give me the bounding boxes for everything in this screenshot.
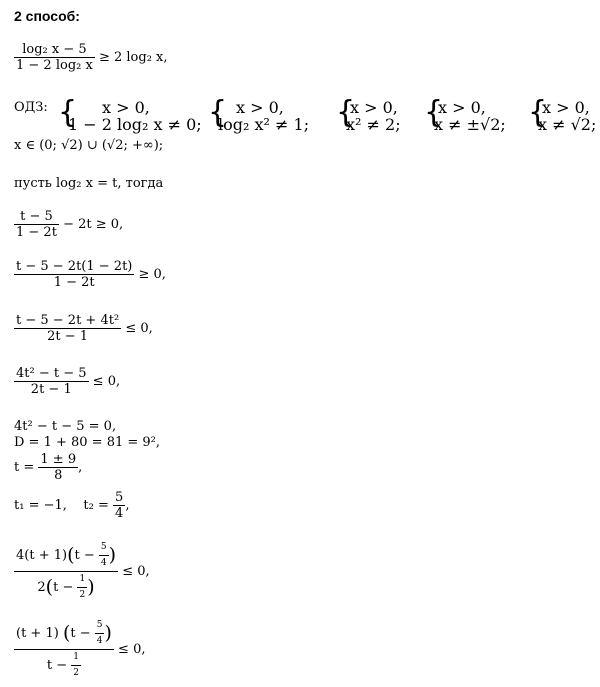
odz-label: ОДЗ: (14, 100, 48, 115)
odz-system-3: { x > 0, x² ≠ 2; (336, 95, 401, 134)
discriminant: D = 1 + 80 = 81 = 9², (14, 435, 161, 450)
factored-form-1: 4(t + 1)(t − $\frac{5}{4}$ ) 2(t − $\frac{1}{2}$ ) ≤ 0, (16, 542, 150, 600)
step-3: $\frac{\text{t − 5 − 2t + 4t²}}{2t - 1}$ ≤ 0, (16, 313, 153, 344)
original-inequality: $\frac{\text{log₂ x − 5}}{\text{1 − 2 log₂ x}}$ ≥ 2 log₂ x, (16, 42, 168, 73)
factored-form-2: (t + 1) (t − $\frac{5}{4}$ ) t − $\frac{1}{2}$ ≤ 0, (16, 620, 146, 678)
step-1: $\frac{t - 5}{1 - 2t}$ − 2t ≥ 0, (16, 209, 124, 240)
root-formula: t = $\frac{1 \pm 9}{8}$ , (14, 452, 83, 483)
step-4: $\frac{\text{4t² − t − 5}}{2t - 1}$ ≤ 0, (16, 366, 121, 397)
odz-system-1: { x > 0, 1 − 2 log₂ x ≠ 0; (58, 95, 202, 134)
quadratic-equation: 4t² − t − 5 = 0, (14, 419, 117, 434)
odz-system-4: { x > 0, x ≠ ±√2; (424, 95, 506, 134)
step-2: $\frac{t - 5 - 2t(1 - 2t)}{1 - 2t}$ ≥ 0, (16, 259, 166, 290)
odz-system-5: { x > 0, x ≠ √2; (528, 95, 597, 134)
roots: t₁ = −1, t₂ = $\frac{5}{4}$ , (14, 490, 130, 521)
heading: 2 способ: (14, 8, 80, 24)
substitution-line: пусть log₂ x = t, тогда (14, 176, 164, 191)
odz-system-2: { x > 0, log₂ x² ≠ 1; (208, 95, 310, 134)
domain-line: x ∈ (0; √2) ∪ (√2; +∞); (14, 138, 164, 153)
